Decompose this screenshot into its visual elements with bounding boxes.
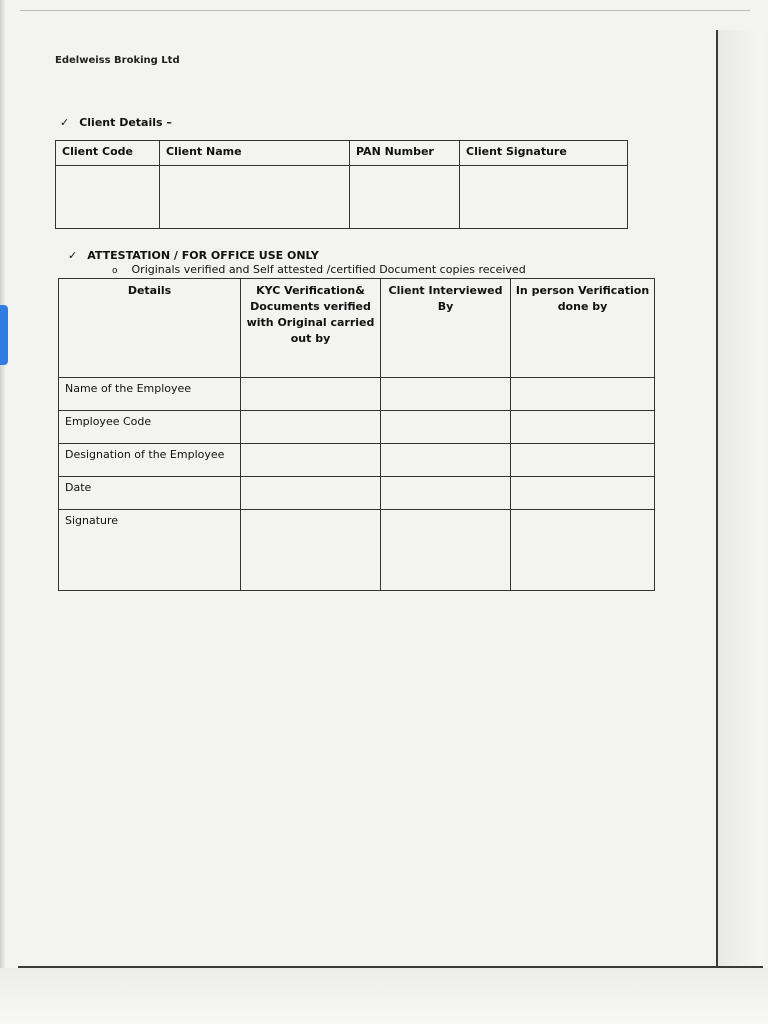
row-label: Designation of the Employee [59,444,241,477]
table-row [59,510,655,591]
table-row [59,477,655,510]
input-cell[interactable] [381,378,511,411]
signature-cell[interactable] [241,510,381,591]
input-cell[interactable] [511,411,655,444]
column-header: Client Code [56,141,160,166]
page-bottom-edge [18,966,763,968]
column-header: Client Signature [460,141,628,166]
checkmark-icon: ✓ [68,249,78,262]
page-left-shadow [0,0,6,1024]
input-cell[interactable] [511,444,655,477]
input-cell[interactable] [241,378,381,411]
row-label: Employee Code [59,411,241,444]
bullet-icon: o [112,266,118,276]
signature-cell[interactable] [381,510,511,591]
input-cell[interactable] [381,444,511,477]
input-cell[interactable] [241,411,381,444]
blue-tab-marker [0,305,8,365]
column-header: Details [59,279,241,378]
attestation-heading [68,249,319,262]
company-name: Edelweiss Broking Ltd [55,55,180,66]
table-row [59,411,655,444]
client-code-cell[interactable] [56,166,160,229]
input-cell[interactable] [511,477,655,510]
client-name-cell[interactable] [160,166,350,229]
table-row [59,378,655,411]
table-header-row [59,279,655,378]
client-details-heading [60,116,172,129]
attestation-subheading [112,263,526,276]
table-row [59,444,655,477]
column-header: Client Interviewed By [381,279,511,378]
page-bottom-shadow [0,968,768,1024]
client-signature-cell[interactable] [460,166,628,229]
input-cell[interactable] [381,477,511,510]
input-cell[interactable] [381,411,511,444]
row-label: Signature [59,510,241,591]
table-header-row [56,141,628,166]
row-label: Name of the Employee [59,378,241,411]
attestation-title: ATTESTATION / FOR OFFICE USE ONLY [87,249,319,262]
attestation-table [58,278,655,591]
table-row [56,166,628,229]
column-header: KYC Verification& Documents verified with Original carried out by [241,279,381,378]
client-details-table [55,140,628,229]
input-cell[interactable] [241,444,381,477]
page-right-edge [716,30,763,970]
column-header: Client Name [160,141,350,166]
input-cell[interactable] [511,378,655,411]
checkmark-icon: ✓ [60,116,70,129]
input-cell[interactable] [241,477,381,510]
pan-number-cell[interactable] [350,166,460,229]
top-rule [20,10,750,11]
row-label: Date [59,477,241,510]
attestation-subtitle: Originals verified and Self attested /certified Document copies received [131,263,526,276]
signature-cell[interactable] [511,510,655,591]
column-header: PAN Number [350,141,460,166]
client-details-title: Client Details – [79,116,172,129]
column-header: In person Verification done by [511,279,655,378]
